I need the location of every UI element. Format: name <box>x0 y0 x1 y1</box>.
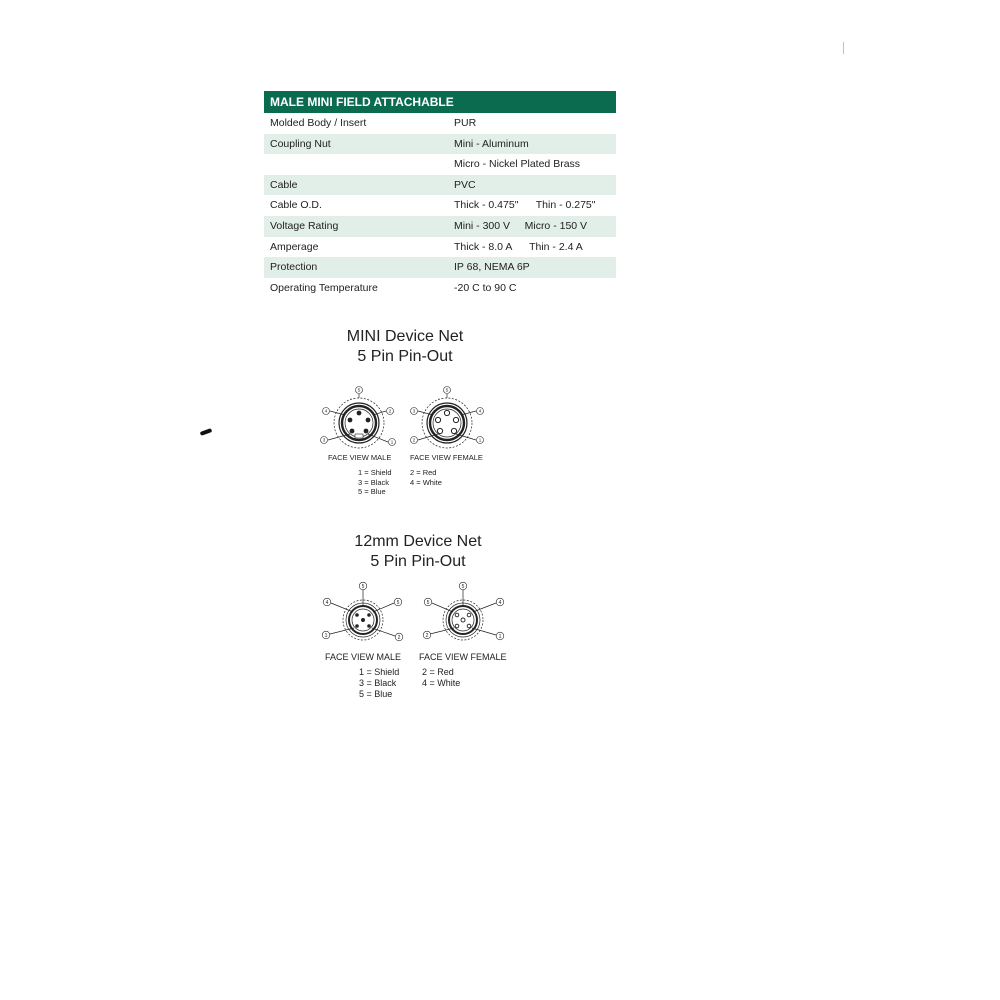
legend-item: 1 = Shield <box>359 667 400 677</box>
micro-female-caption: FACE VIEW FEMALE <box>419 652 507 662</box>
legend-item: 4 = White <box>422 678 461 688</box>
mini-title-line2: 5 Pin Pin-Out <box>357 348 453 365</box>
spec-value: PUR <box>454 117 477 129</box>
pin-label: 5 <box>357 387 361 393</box>
stray-mark <box>200 428 213 436</box>
spec-value: Thick - 0.475" Thin - 0.275" <box>454 199 596 212</box>
mini-male-caption: FACE VIEW MALE <box>328 453 392 462</box>
pin-label: 5 <box>361 583 365 590</box>
pin-label: 4 <box>498 599 502 606</box>
pin-label: 3 <box>322 437 326 443</box>
pin-label: 1 <box>390 439 394 445</box>
pin-label: 5 <box>426 599 430 606</box>
pin-label: 5 <box>461 583 465 590</box>
micro-title-line2: 5 Pin Pin-Out <box>370 553 466 570</box>
mini-legend-left <box>358 468 392 497</box>
spec-row <box>264 154 616 175</box>
mini-pinout-title <box>305 327 505 367</box>
spec-table-title: MALE MINI FIELD ATTACHABLE <box>264 91 616 113</box>
pin-label: 2 <box>397 634 401 641</box>
spec-row <box>264 175 616 196</box>
spec-value: Mini - 300 V Micro - 150 V <box>454 219 588 232</box>
spec-label: Coupling Nut <box>270 137 331 150</box>
micro-pinout-title <box>318 532 518 572</box>
pin-label: 2 <box>412 437 416 443</box>
micro-legend-left <box>359 667 399 700</box>
spec-row <box>264 195 616 216</box>
spec-value: Thick - 8.0 A Thin - 2.4 A <box>454 240 583 253</box>
pin-label: 4 <box>478 408 482 414</box>
pin-label: 2 <box>425 632 429 639</box>
decorative-tick <box>843 42 844 54</box>
spec-value: Mini - Aluminum <box>454 137 529 150</box>
spec-label: Operating Temperature <box>270 281 378 294</box>
micro-male-caption: FACE VIEW MALE <box>325 652 402 662</box>
spec-row <box>264 278 616 299</box>
legend-item: 4 = White <box>410 477 442 487</box>
micro-title-line1: 12mm Device Net <box>354 533 482 550</box>
spec-value: PVC <box>454 178 476 191</box>
mini-female-caption: FACE VIEW FEMALE <box>410 453 483 462</box>
pin-label: 5 <box>445 387 449 393</box>
spec-value: Micro - Nickel Plated Brass <box>454 158 581 171</box>
mini-legend-right <box>410 468 442 487</box>
legend-item: 2 = Red <box>422 667 454 677</box>
spec-label: Cable <box>270 178 298 191</box>
mini-female-connector-diagram <box>406 385 488 451</box>
spec-row <box>264 216 616 237</box>
legend-item: 5 = Blue <box>358 487 386 496</box>
pin-label: 1 <box>324 632 328 639</box>
spec-value: IP 68, NEMA 6P <box>454 261 530 274</box>
spec-label: Voltage Rating <box>270 219 339 232</box>
spec-label: Protection <box>270 261 318 274</box>
mini-male-connector-diagram <box>318 385 400 451</box>
legend-item: 1 = Shield <box>358 468 392 477</box>
pin-label: 5 <box>396 599 400 606</box>
spec-label: Cable O.D. <box>270 199 322 212</box>
pin-label: 1 <box>498 633 502 640</box>
spec-label: Molded Body / Insert <box>270 117 367 129</box>
pin-label: 1 <box>478 437 482 443</box>
legend-item: 5 = Blue <box>359 689 393 699</box>
pin-label: 3 <box>412 408 416 414</box>
spec-label: Amperage <box>270 240 319 253</box>
legend-item: 3 = Black <box>358 477 390 487</box>
micro-female-connector-diagram <box>418 580 508 644</box>
pin-label: 4 <box>325 599 329 606</box>
micro-legend-right <box>422 667 460 689</box>
mini-title-line1: MINI Device Net <box>346 328 464 345</box>
micro-male-connector-diagram <box>318 580 408 644</box>
spec-value: -20 C to 90 C <box>454 281 517 294</box>
pin-label: 2 <box>388 408 392 414</box>
legend-item: 3 = Black <box>359 678 397 688</box>
pin-label: 4 <box>324 408 328 414</box>
spec-row <box>264 237 616 258</box>
spec-table <box>264 91 616 298</box>
spec-row <box>264 257 616 278</box>
spec-label <box>264 154 454 175</box>
legend-item: 2 = Red <box>410 468 437 477</box>
spec-row <box>264 134 616 155</box>
spec-row <box>264 113 616 134</box>
